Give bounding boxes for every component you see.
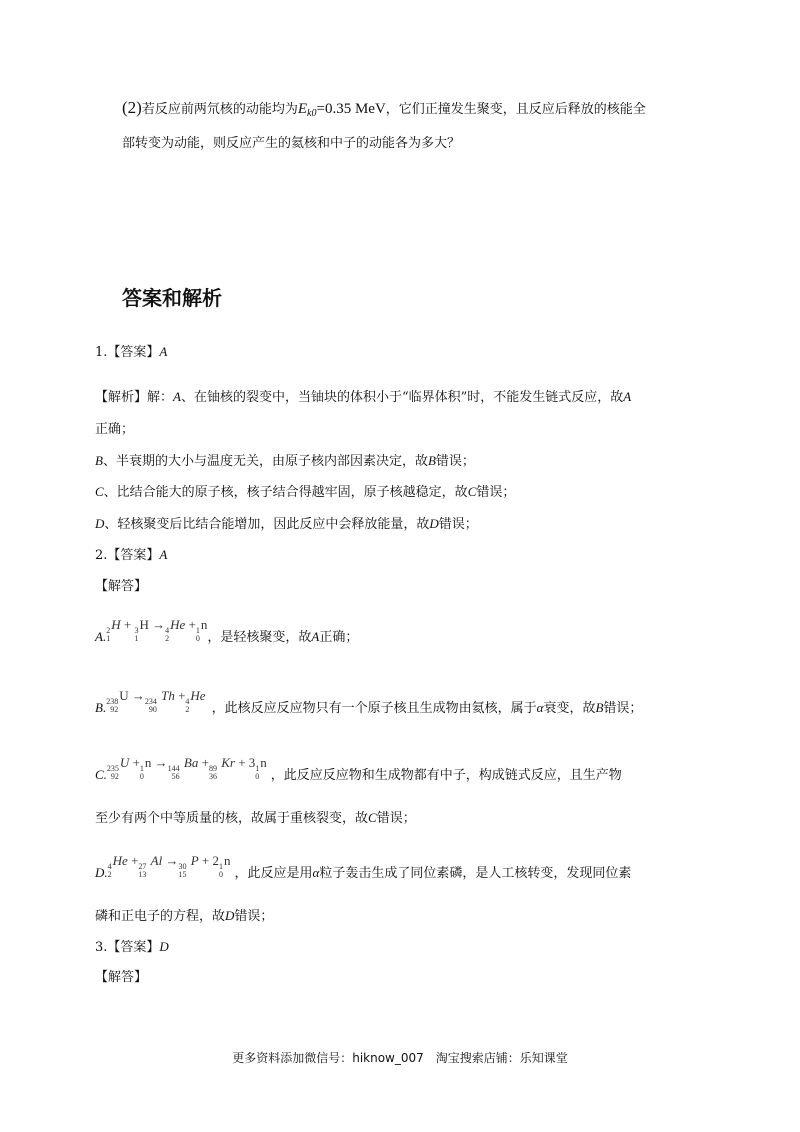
section-heading: 答案和解析 xyxy=(122,286,222,310)
question-2 xyxy=(122,93,646,159)
answer-2-option-c: C. 235 92 U + 1 0 n → 144 56 Ba + 89 36 Kr + 3 1 0 n，此反应反应物和生成物都有中子，构成链式反应，且生产物 xyxy=(95,755,622,783)
answer-1-analysis-line-1: 【解析】解：A、在铀核的裂变中，当铀块的体积小于“临界体积”时，不能发生链式反应，故A xyxy=(95,389,632,405)
answer-2-analysis-label: 【解答】 xyxy=(95,579,148,594)
answer-1-option-d: D、轻核聚变后比结合能增加，因此反应中会释放能量，故D错误； xyxy=(95,516,478,532)
equation-d: 4 2 He + 27 13 Al → 30 15 P + 2 1 0 n xyxy=(107,853,231,879)
answer-2-option-b: B. 238 92 U → 234 90 Th + 4 2 He，此核反应反应物只有一个原子核且生成物由氦核，属于α衰变，故B错误； xyxy=(95,688,643,716)
question-number: 2 xyxy=(127,98,137,117)
answer-1-analysis-line-2: 正确； xyxy=(95,422,135,437)
equation-c: 235 92 U + 1 0 n → 144 56 Ba + 89 36 Kr + 3 1 0 n xyxy=(106,755,267,781)
answer-1-value: A xyxy=(159,344,168,359)
answer-3-value: D xyxy=(159,939,169,954)
page-footer: 更多资料添加微信号：hiknow_007 淘宝搜索店铺：乐知课堂 xyxy=(232,1051,568,1065)
answer-2-label: 2.【答案】A xyxy=(95,547,168,563)
answer-2-value: A xyxy=(159,547,168,562)
answer-3-analysis-label: 【解答】 xyxy=(95,970,148,985)
answer-3-label: 3.【答案】D xyxy=(95,939,169,955)
answer-2-option-c-cont: 至少有两个中等质量的核，故属于重核裂变，故C错误； xyxy=(95,810,416,826)
answer-2-option-d: D. 4 2 He + 27 13 Al → 30 15 P + 2 1 0 n，此反应是用α粒子轰击生成了同位素磷，是人工核转变，发现同位素 xyxy=(95,853,632,881)
question-2-line-1: (2)若反应前两氘核的动能均为$E_{k0}=0.35$ MeV，它们正撞发生聚变，且反应后释放的核能全 xyxy=(122,98,646,119)
answer-1-label: 1.【答案】A xyxy=(95,344,168,360)
answer-1-option-c: C、比结合能大的原子核，核子结合得越牢固，原子核越稳定，故C错误； xyxy=(95,484,516,500)
question-2-line-2: 部转变为动能，则反应产生的氦核和中子的动能各为多大？ xyxy=(122,136,461,151)
equation-a: 2 1 H + 3 1 H → 4 2 He + 1 0 n xyxy=(106,617,208,643)
answer-1-option-b: B、半衰期的大小与温度无关，由原子核内部因素决定，故B错误； xyxy=(95,453,475,469)
kinetic-energy-formula: $E_{k0}=0.35$ MeV xyxy=(297,101,386,119)
answer-2-option-a: A. 2 1 H + 3 1 H → 4 2 He + 1 0 n，是轻核聚变，故A正确； xyxy=(95,617,359,645)
answer-2-option-d-cont: 磷和正电子的方程，故D错误； xyxy=(95,908,274,924)
equation-b: 238 92 U → 234 90 Th + 4 2 He xyxy=(106,688,206,714)
